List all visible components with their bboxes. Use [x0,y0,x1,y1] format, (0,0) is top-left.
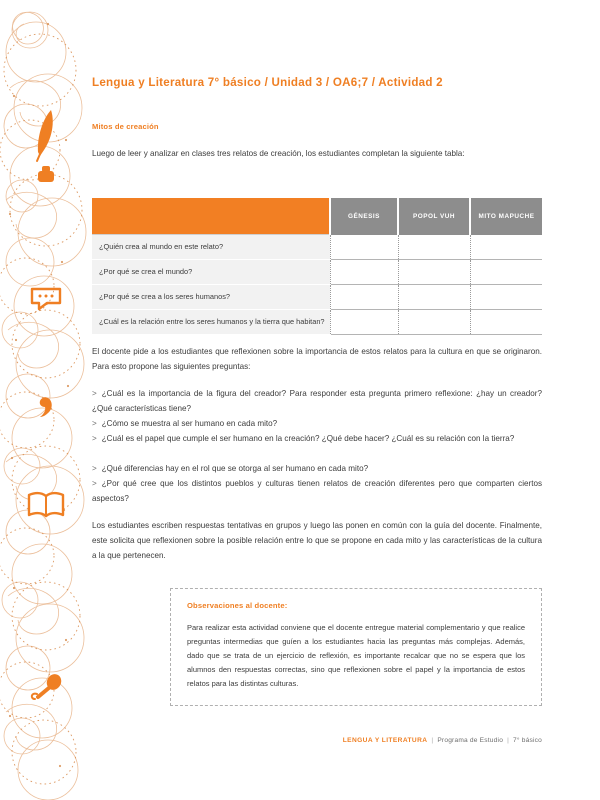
bullet-marker-icon: > [92,464,97,473]
bullet-marker-icon: > [92,419,97,428]
table-answer-cell-genesis[interactable] [330,284,398,309]
page-content [92,0,600,800]
decorative-margin-strip [0,0,92,800]
table-answer-cell-popol-vuh[interactable] [398,235,470,260]
observations-text: Para realizar esta actividad conviene que el docente entregue material complementario y que realice preguntas intermedias que guíen a los estudiantes hacia las preguntas más complejas. Además, dado que se trata de un ejercicio de reflexión, es importante recalcar que no se espera que los alumnos den respuestas correctas, sino que reflexionen sobre el papel y la importancia de estos relatos para las distintas culturas. [187,623,525,688]
footer-brand: LENGUA Y LITERATURA [342,737,428,744]
table-header-popol-vuh: POPOL VUH [398,198,470,235]
inkwell-icon [0,164,92,189]
table-header-mito-mapuche: MITO MAPUCHE [470,198,542,235]
footer-level: 7° básico [513,737,542,744]
observations-title: Observaciones al docente: [187,601,288,610]
quill-pen-icon [0,108,92,169]
table-answer-cell-popol-vuh[interactable] [398,309,470,334]
reflection-question-2 [92,416,542,431]
table-question-cell: ¿Quién crea al mundo en este relato? [92,235,330,260]
reflection-question-text: ¿Cuál es el papel que cumple el ser humano en la creación? ¿Qué debe hacer? ¿Cuál es su relación con la tierra? [101,434,515,443]
footer-program: Programa de Estudio [437,737,504,744]
body-paragraph-1: El docente pide a los estudiantes que reflexionen sobre la importancia de estos relatos para la cultura en que se originaron. Para esto propone las siguientes preguntas: [92,347,542,371]
table-question-cell: ¿Cuál es la relación entre los seres humanos y la tierra que habitan? [92,309,330,334]
reflection-question-5 [92,476,542,506]
table-row [92,284,542,309]
microphone-icon [0,672,92,707]
page-footer [92,737,542,744]
table-answer-cell-genesis[interactable] [330,259,398,284]
table-answer-cell-mito-mapuche[interactable] [470,309,542,334]
page-title: Lengua y Literatura 7° básico / Unidad 3 / OA6;7 / Actividad 2 [92,76,443,89]
table-header-genesis: GÉNESIS [330,198,398,235]
footer-separator: | [431,737,434,744]
table-answer-cell-popol-vuh[interactable] [398,259,470,284]
table-answer-cell-mito-mapuche[interactable] [470,235,542,260]
reflection-question-text: ¿Cuál es la importancia de la figura del creador? Para responder esta pregunta primero reflexione: ¿hay un creador? ¿Qué características tiene? [92,389,542,413]
creation-myths-table [92,198,542,335]
table-row [92,235,542,260]
reflection-question-text: ¿Qué diferencias hay en el rol que se otorga al ser humano en cada mito? [101,464,369,473]
reflection-question-1 [92,386,542,416]
bullet-marker-icon: > [92,434,97,443]
table-header-questions [92,198,330,235]
speech-bubble-icon [0,285,92,316]
reflection-question-3 [92,431,542,446]
table-question-cell: ¿Por qué se crea el mundo? [92,259,330,284]
activity-subtitle: Mitos de creación [92,122,159,131]
table-header-row [92,198,542,235]
comma-icon [0,395,92,426]
table-answer-cell-genesis[interactable] [330,309,398,334]
teacher-observations-box [170,588,542,706]
reflection-question-text: ¿Cómo se muestra al ser humano en cada mito? [101,419,278,428]
intro-paragraph: Luego de leer y analizar en clases tres relatos de creación, los estudiantes completan la siguiente tabla: [92,149,465,158]
table-answer-cell-mito-mapuche[interactable] [470,259,542,284]
footer-separator: | [507,737,509,744]
table-answer-cell-genesis[interactable] [330,235,398,260]
table-row [92,309,542,334]
table-answer-cell-mito-mapuche[interactable] [470,284,542,309]
bullet-marker-icon: > [92,479,97,488]
reflection-question-4 [92,461,542,476]
reflection-question-text: ¿Por qué cree que los distintos pueblos y culturas tienen relatos de creación diferentes pero que comparten ciertos aspectos? [92,479,542,503]
body-paragraph-2: Los estudiantes escriben respuestas tentativas en grupos y luego las ponen en común con la guía del docente. Finalmente, este solicita que reflexionen sobre la posible relación entre lo que se propone en cada mito y las características de la cultura a la que pertenecen. [92,521,542,560]
table-answer-cell-popol-vuh[interactable] [398,284,470,309]
table-row [92,259,542,284]
table-question-cell: ¿Por qué se crea a los seres humanos? [92,284,330,309]
swirl-pattern [0,0,92,800]
open-book-icon [0,490,92,525]
bullet-marker-icon: > [92,389,97,398]
